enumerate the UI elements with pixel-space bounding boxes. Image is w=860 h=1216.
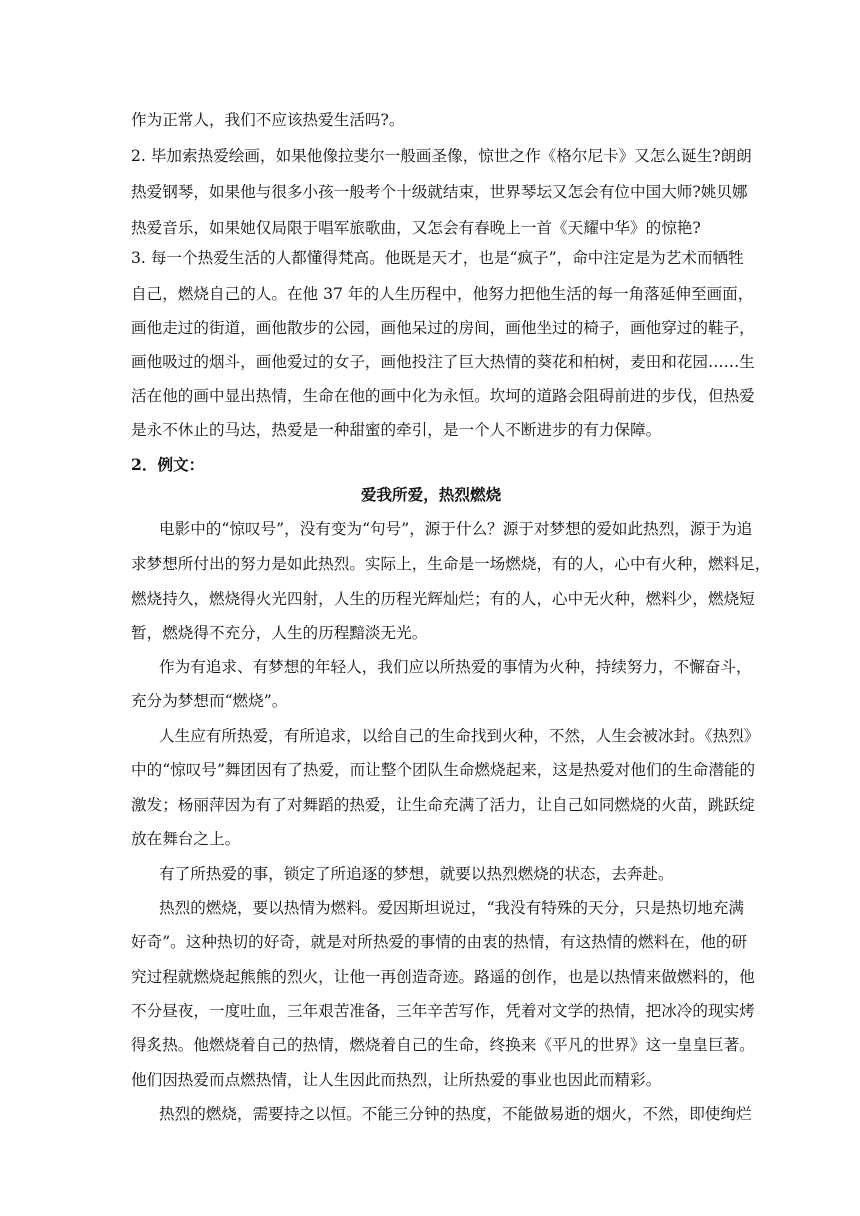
text-line: 究过程就燃烧起熊熊的烈火，让他一再创造奇迹。路遥的创作，也是以热情来做燃料的，他 bbox=[131, 968, 755, 986]
text-line: 好奇”。这种热切的好奇，就是对所热爱的事情的由衷的热情，有这热情的燃料在，他的研 bbox=[131, 933, 748, 951]
text-line: 电影中的“惊叹号”，没有变为“句号”，源于什么？源于对梦想的爱如此热烈，源于为追 bbox=[159, 520, 753, 538]
text-line: 2. 毕加索热爱绘画，如果他像拉斐尔一般画圣像，惊世之作《格尔尼卡》又怎么诞生?朗朗 bbox=[131, 147, 752, 165]
text-line: 放在舞台之上。 bbox=[131, 830, 241, 848]
text-line: 热爱音乐，如果她仅局限于唱军旅歌曲，又怎会有春晚上一首《天耀中华》的惊艳? bbox=[131, 219, 701, 237]
text-line: 激发；杨丽萍因为有了对舞蹈的热爱，让生命充满了活力，让自己如同燃烧的火苗，跳跃绽 bbox=[131, 796, 755, 814]
text-line: 画他走过的街道，画他散步的公园，画他呆过的房间，画他坐过的椅子，画他穿过的鞋子， bbox=[131, 319, 755, 337]
text-line: 人生应有所热爱，有所追求，以给自己的生命找到火种，不然，人生会被冰封。《热烈》 bbox=[159, 727, 760, 745]
text-line: 热烈的燃烧，要以热情为燃料。爱因斯坦说过，“我没有特殊的天分，只是热切地充满 bbox=[159, 899, 744, 917]
text-line: 画他吸过的烟斗，画他爱过的女子，画他投注了巨大热情的葵花和柏树，麦田和花园……生 bbox=[131, 353, 755, 371]
text-line: 热烈的燃烧，需要持之以恒。不能三分钟的热度，不能做易逝的烟火，不然，即使绚烂 bbox=[159, 1105, 752, 1123]
text-line: 得炙热。他燃烧着自己的热情，燃烧着自己的生命，终换来《平凡的世界》这一皇皇巨著。 bbox=[131, 1036, 755, 1054]
text-line: 自己，燃烧自己的人。在他 37 年的人生历程中，他努力把他生活的每一角落延伸至画面， bbox=[131, 285, 754, 303]
text-line: 是永不休止的马达，热爱是一种甜蜜的牵引，是一个人不断进步的有力保障。 bbox=[131, 421, 662, 439]
text-line: 他们因热爱而点燃热情，让人生因此而热烈，让所热爱的事业也因此而精彩。 bbox=[131, 1071, 662, 1089]
text-line: 作为正常人，我们不应该热爱生活吗?。 bbox=[131, 111, 405, 129]
text-line: 暂，燃烧得不充分，人生的历程黯淡无光。 bbox=[131, 624, 428, 642]
text-line: 作为有追求、有梦想的年轻人，我们应以所热爱的事情为火种，持续努力，不懈奋斗， bbox=[159, 658, 752, 676]
text-line: 燃烧持久，燃烧得火光四射，人生的历程光辉灿烂；有的人，心中无火种，燃料少，燃烧短 bbox=[131, 590, 755, 608]
text-line: 有了所热爱的事，锁定了所追逐的梦想，就要以热烈燃烧的状态，去奔赴。 bbox=[159, 865, 674, 883]
text-line: 3. 每一个热爱生活的人都懂得梵高。他既是天才，也是“疯子”，命中注定是为艺术而牺牲 bbox=[131, 249, 744, 267]
text-line: 不分昼夜，一度吐血，三年艰苦准备，三年辛苦写作，凭着对文学的热情，把冰冷的现实烤 bbox=[131, 1002, 755, 1020]
text-line: 活在他的画中显出热情，生命在他的画中化为永恒。坎坷的道路会阻碍前进的步伐，但热爱 bbox=[131, 387, 755, 405]
section-heading: 2．例文： bbox=[131, 455, 205, 474]
essay-title: 爱我所爱，热烈燃烧 bbox=[360, 485, 502, 504]
text-line: 充分为梦想而“燃烧”。 bbox=[131, 692, 288, 710]
text-line: 中的“惊叹号”舞团因有了热爱，而让整个团队生命燃烧起来，这是热爱对他们的生命潜能的 bbox=[131, 761, 756, 779]
text-line: 求梦想所付出的努力是如此热烈。实际上，生命是一场燃烧，有的人，心中有火种，燃料足， bbox=[131, 555, 771, 573]
text-line: 热爱钢琴，如果他与很多小孩一般考个十级就结束，世界琴坛又怎会有位中国大师?姚贝娜 bbox=[131, 183, 748, 201]
